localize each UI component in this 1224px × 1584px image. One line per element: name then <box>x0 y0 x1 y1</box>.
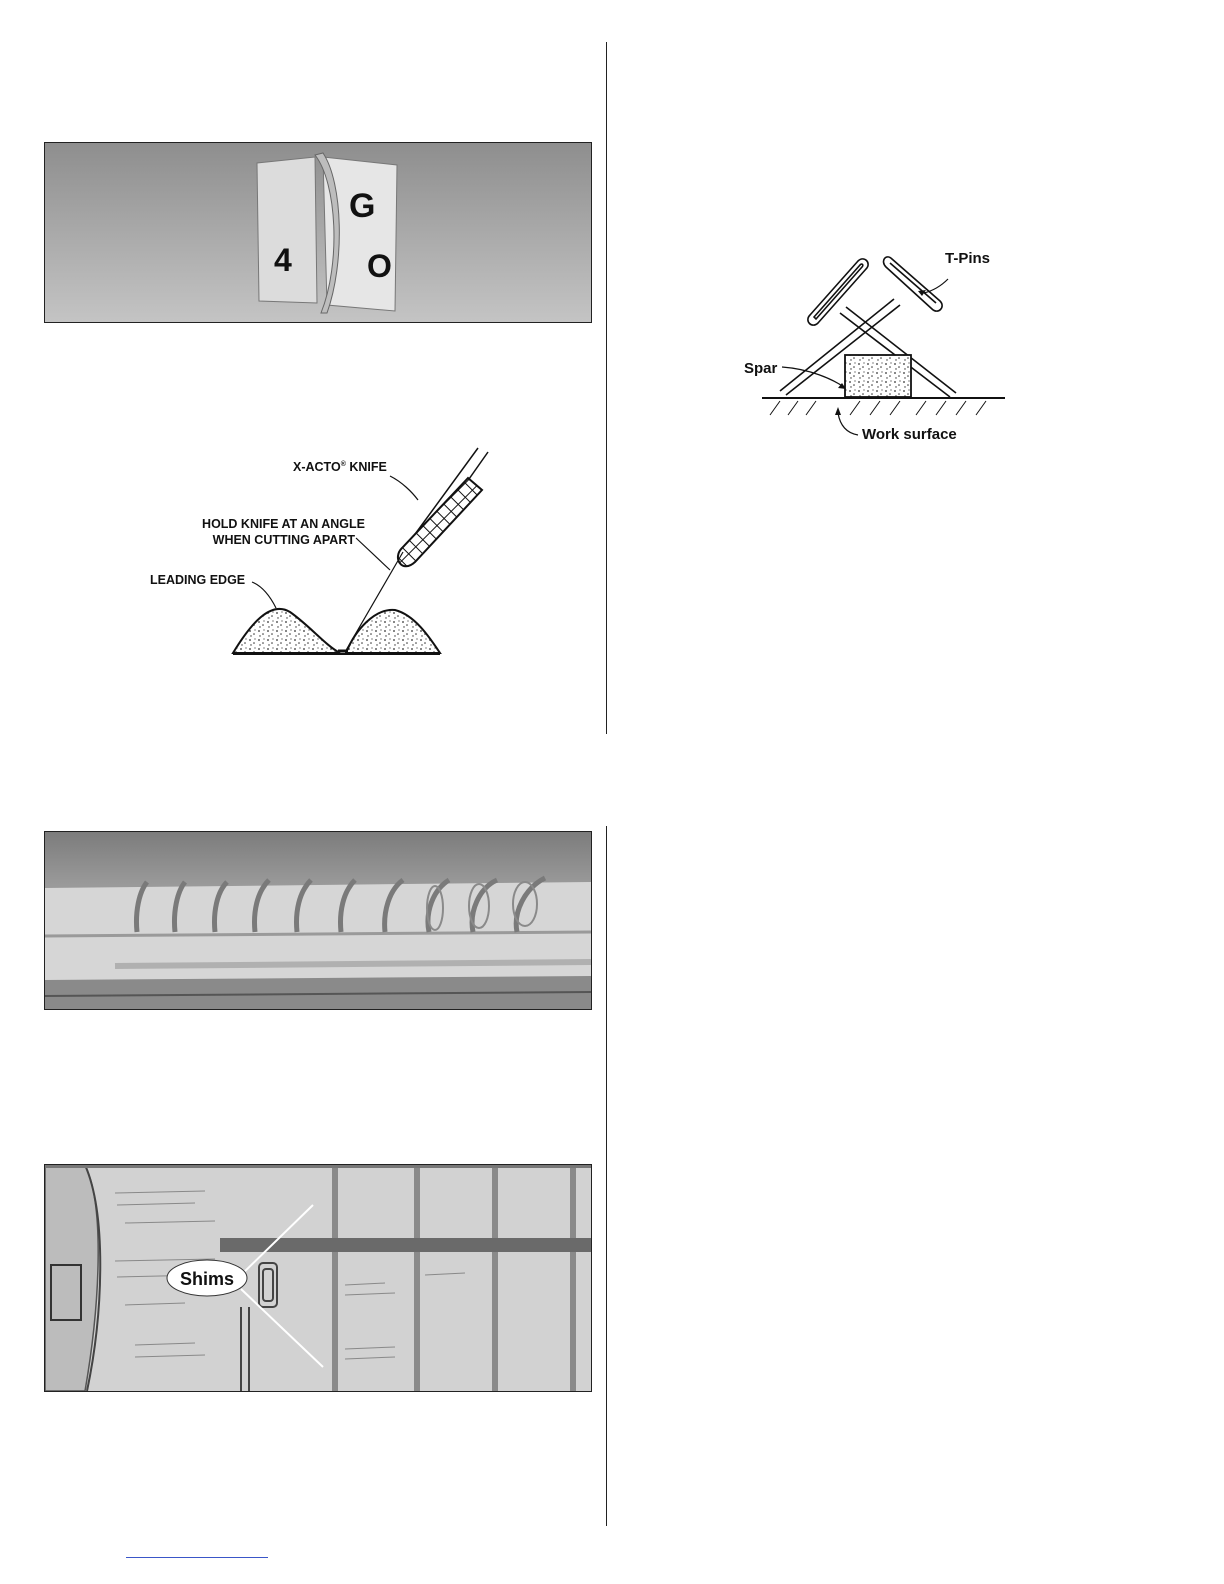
label-spar: Spar <box>744 360 778 377</box>
column-divider-top <box>606 42 607 734</box>
diagram-knife-cutting <box>140 440 500 665</box>
label-hold-knife-line2: WHEN CUTTING APART <box>212 533 355 547</box>
label-hold-knife-line1: HOLD KNIFE AT AN ANGLE <box>202 517 365 531</box>
callout-shims: Shims <box>179 1269 235 1289</box>
label-leading-edge: LEADING EDGE <box>150 573 246 587</box>
photo-letter-4: 4 <box>274 242 292 278</box>
photo-wing-ribs <box>44 831 592 1010</box>
photo-letter-o: O <box>367 248 392 284</box>
footer-link-underline[interactable] <box>126 1557 268 1558</box>
label-work-surface: Work surface <box>862 426 957 443</box>
photo-plan-shims <box>44 1164 592 1392</box>
label-xacto-knife: X-ACTO® KNIFE <box>293 460 387 474</box>
photo-letter-g: G <box>349 187 376 225</box>
diagram-tpins-spar <box>740 245 1010 450</box>
photo-rib-pieces <box>44 142 592 323</box>
label-tpins: T-Pins <box>945 250 991 267</box>
column-divider-bottom <box>606 826 607 1526</box>
